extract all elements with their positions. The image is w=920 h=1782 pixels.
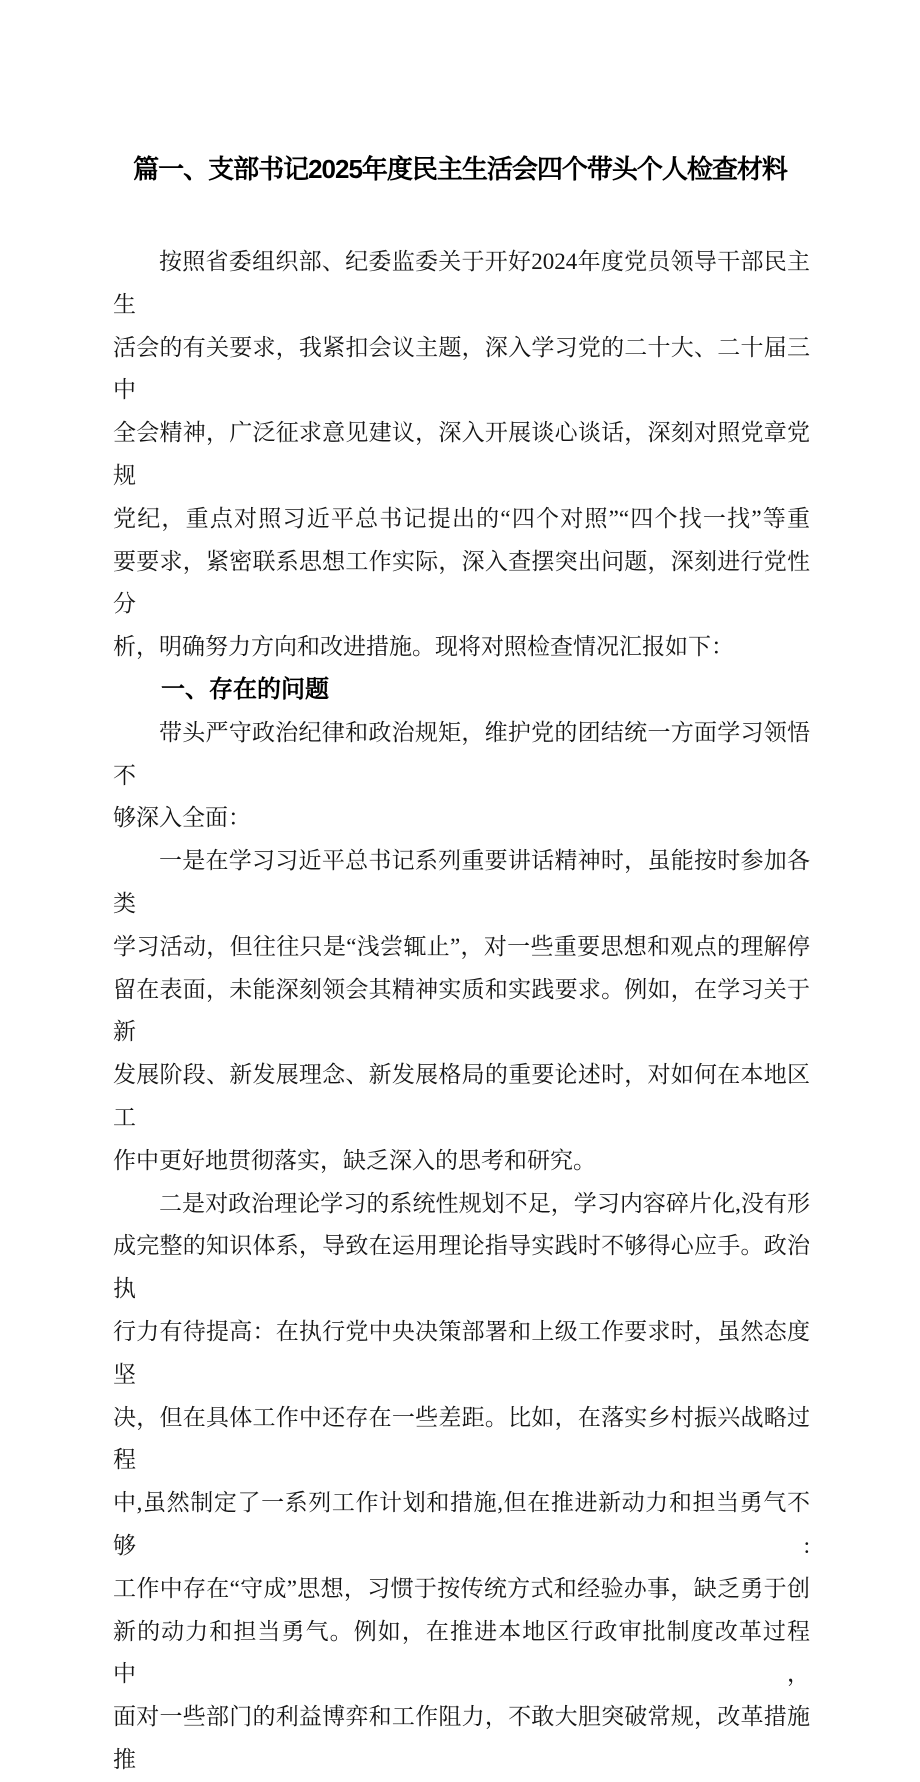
text-line: 带头严守政治纪律和政治规矩，维护党的团结统一方面学习领悟不: [113, 719, 810, 788]
text-line: 行力有待提高：在执行党中央决策部署和上级工作要求时，虽然态度坚: [113, 1318, 810, 1387]
text-line: 工作中存在“守成”思想，习惯于按传统方式和经验办事，缺乏勇于创: [113, 1575, 810, 1601]
text-line: 学习活动，但往往只是“浅尝辄止”，对一些重要思想和观点的理解停: [113, 933, 810, 959]
text-line: 够深入全面：: [113, 805, 251, 831]
section-heading: [113, 669, 810, 712]
text-line: 作中更好地贯彻落实，缺乏深入的思考和研究。: [113, 1147, 596, 1173]
text-line: 按照省委组织部、纪委监委关于开好2024年度党员领导干部民主生: [113, 249, 810, 317]
paragraph: [113, 1183, 810, 1782]
text-line: 中,虽然制定了一系列工作计划和措施,但在推进新动力和担当勇气不够:: [113, 1490, 810, 1558]
paragraph: [113, 241, 810, 669]
text-line: 全会精神，广泛征求意见建议，深入开展谈心谈话，深刻对照党章党规: [113, 420, 810, 488]
text-line: 面对一些部门的利益博弈和工作阻力，不敢大胆突破常规，改革措施推: [113, 1704, 810, 1772]
document-title: 篇一、支部书记2025年度民主生活会四个带头个人检查材料: [133, 154, 787, 184]
paragraph: [113, 840, 810, 1182]
text-line: 一是在学习习近平总书记系列重要讲话精神时，虽能按时参加各类: [113, 848, 810, 916]
paragraph: [113, 712, 810, 840]
text-line: 发展阶段、新发展理念、新发展格局的重要论述时，对如何在本地区工: [113, 1062, 810, 1130]
text-line: 决，但在具体工作中还存在一些差距。比如，在落实乡村振兴战略过程: [113, 1404, 810, 1473]
text-line: 一、存在的问题: [161, 675, 329, 703]
text-line: 新的动力和担当勇气。例如，在推进本地区行政审批制度改革过程中，: [113, 1618, 810, 1687]
text-line: 党纪，重点对照习近平总书记提出的“四个对照”“四个找一找”等重: [113, 505, 810, 531]
document-body: [113, 241, 810, 1782]
text-line: 析，明确努力方向和改进措施。现将对照检查情况汇报如下：: [113, 634, 734, 660]
text-line: 二是对政治理论学习的系统性规划不足，学习内容碎片化,没有形: [159, 1190, 810, 1216]
text-line: 成完整的知识体系，导致在运用理论指导实践时不够得心应手。政治执: [113, 1233, 810, 1302]
text-line: 留在表面，未能深刻领会其精神实质和实践要求。例如，在学习关于新: [113, 976, 810, 1045]
text-line: 要要求，紧密联系思想工作实际，深入查摆突出问题，深刻进行党性分: [113, 548, 810, 617]
text-line: 活会的有关要求，我紧扣会议主题，深入学习党的二十大、二十届三中: [113, 334, 810, 403]
